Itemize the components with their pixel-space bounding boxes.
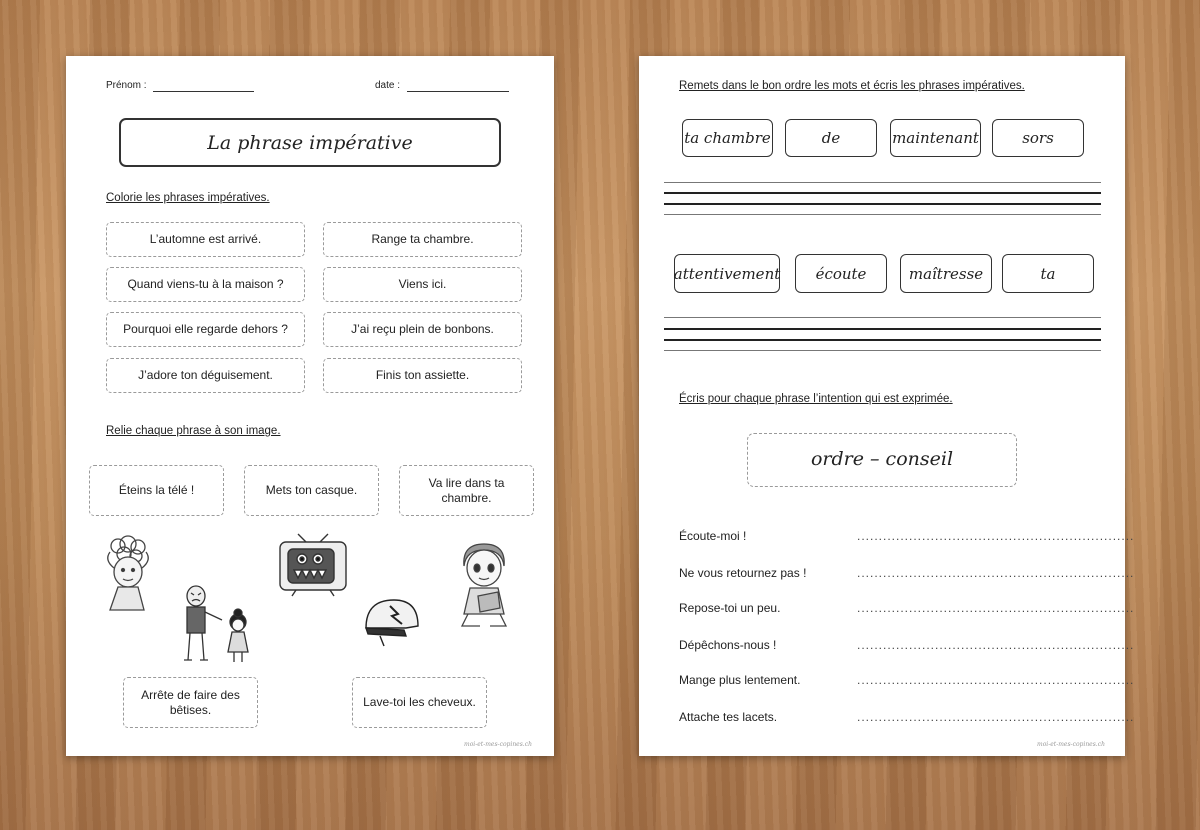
sentence-label: Dépêchons-nous ! — [679, 638, 777, 652]
sentence-label: Mange plus lentement. — [679, 673, 801, 687]
word-card[interactable]: sors — [992, 119, 1084, 157]
word-card[interactable]: maintenant — [890, 119, 981, 157]
worksheet-title: La phrase impérative — [119, 118, 501, 167]
writing-line — [664, 350, 1101, 351]
answer-dots[interactable]: ................................................................ — [857, 638, 1135, 652]
helmet-image — [362, 596, 422, 648]
sentence-box[interactable]: Quand viens-tu à la maison ? — [106, 267, 305, 302]
site-credit: moi-et-mes-copines.ch — [464, 741, 532, 748]
answer-dots[interactable]: ................................................................ — [857, 673, 1135, 687]
date-label: date : — [375, 80, 401, 91]
phrase-box[interactable]: Arrête de faire des bêtises. — [123, 677, 258, 728]
sentence-box[interactable]: Pourquoi elle regarde dehors ? — [106, 312, 305, 347]
worksheet-page-left — [66, 56, 554, 756]
writing-line — [664, 192, 1101, 194]
sentence-box[interactable]: J’ai reçu plein de bonbons. — [323, 312, 522, 347]
child-reading-image — [454, 540, 516, 630]
writing-line — [664, 339, 1101, 341]
sentence-box[interactable]: Range ta chambre. — [323, 222, 522, 257]
word-card[interactable]: écoute — [795, 254, 887, 293]
sentence-box[interactable]: L’automne est arrivé. — [106, 222, 305, 257]
sentence-box[interactable]: Finis ton assiette. — [323, 358, 522, 393]
intention-box: ordre – conseil — [747, 433, 1017, 487]
answer-dots[interactable]: ................................................................ — [857, 601, 1135, 615]
instruction-colorie: Colorie les phrases impératives. — [106, 192, 270, 204]
adult-scolding-child-image — [170, 582, 270, 666]
sentence-box[interactable]: Viens ici. — [323, 267, 522, 302]
sentence-label: Écoute-moi ! — [679, 529, 747, 543]
sentence-box[interactable]: J’adore ton déguisement. — [106, 358, 305, 393]
phrase-box[interactable]: Va lire dans ta chambre. — [399, 465, 534, 516]
word-card[interactable]: maîtresse — [900, 254, 992, 293]
sentence-label: Attache tes lacets. — [679, 710, 778, 724]
date-blank — [407, 91, 509, 92]
child-washing-hair-image — [96, 530, 158, 614]
sentence-label: Repose-toi un peu. — [679, 601, 781, 615]
writing-line — [664, 328, 1101, 330]
answer-dots[interactable]: ................................................................ — [857, 566, 1135, 580]
answer-dots[interactable]: ................................................................ — [857, 529, 1135, 543]
site-credit: moi-et-mes-copines.ch — [1037, 741, 1105, 748]
writing-line — [664, 214, 1101, 215]
instruction-relie: Relie chaque phrase à son image. — [106, 425, 281, 437]
prenom-blank — [153, 91, 254, 92]
prenom-label: Prénom : — [106, 80, 147, 91]
writing-line — [664, 203, 1101, 205]
word-card[interactable]: de — [785, 119, 877, 157]
word-card[interactable]: ta chambre — [682, 119, 773, 157]
worksheet-page-right — [639, 56, 1135, 756]
instruction-remets: Remets dans le bon ordre les mots et écris les phrases impératives. — [679, 80, 1025, 92]
writing-line — [664, 182, 1101, 183]
word-card[interactable]: ta — [1002, 254, 1094, 293]
word-card[interactable]: attentivement — [674, 254, 780, 293]
sentence-label: Ne vous retournez pas ! — [679, 566, 807, 580]
television-monster-image — [276, 534, 352, 598]
instruction-ecris: Écris pour chaque phrase l’intention qui est exprimée. — [679, 393, 953, 405]
phrase-box[interactable]: Mets ton casque. — [244, 465, 379, 516]
phrase-box[interactable]: Lave-toi les cheveux. — [352, 677, 487, 728]
answer-dots[interactable]: ................................................................ — [857, 710, 1135, 724]
phrase-box[interactable]: Éteins la télé ! — [89, 465, 224, 516]
writing-line — [664, 317, 1101, 318]
